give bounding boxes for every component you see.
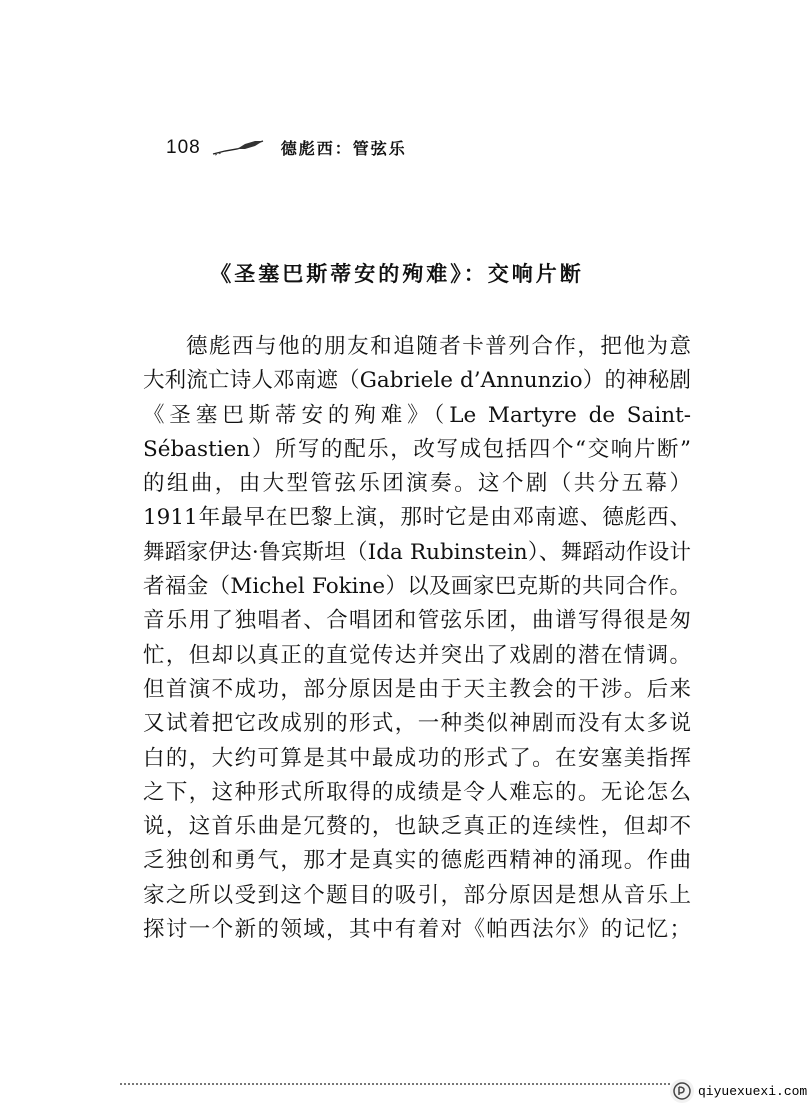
body-line: 但首演不成功，部分原因是由于天主教会的干涉。后来 [143,676,691,702]
body-line: 德彪西与他的朋友和追随者卡普列合作，把他为意 [186,334,691,359]
body-line: 者福金（Michel Fokine）以及画家巴克斯的共同合作。 [143,574,691,600]
running-header [166,136,407,159]
watermark [670,1079,807,1103]
body-line: 大利流亡诗人邓南遮（Gabriele d’Annunzio）的神秘剧 [143,368,691,394]
body-line: 又试着把它改成别的形式，一种类似神剧而没有太多说 [143,711,691,737]
qiyue-logo-icon [670,1079,694,1103]
body-line: 的组曲，由大型管弦乐团演奏。这个剧（共分五幕） [143,471,691,497]
body-line: 忙，但却以真正的直觉传达并突出了戏剧的潜在情调。 [143,642,691,668]
body-line: 1911年最早在巴黎上演，那时它是由邓南遮、德彪西、 [143,505,691,531]
section-title: 《圣塞巴斯蒂安的殉难》：交响片断 [210,262,584,286]
body-paragraph [143,330,691,947]
quill-pen-icon [211,138,265,158]
body-line: 乏独创和勇气，那才是真实的德彪西精神的涌现。作曲 [143,848,691,874]
footer-divider [120,1083,670,1087]
body-line: 探讨一个新的领域，其中有着对《帕西法尔》的记忆； [143,917,691,943]
body-line: 家之所以受到这个题目的吸引，部分原因是想从音乐上 [143,882,691,908]
body-line: 舞蹈家伊达·鲁宾斯坦（Ida Rubinstein）、舞蹈动作设计 [143,539,691,565]
page-number: 108 [166,136,201,158]
body-line: 之下，这种形式所取得的成绩是令人难忘的。无论怎么 [143,779,691,805]
running-title: 德彪西：管弦乐 [280,139,407,158]
body-line: 音乐用了独唱者、合唱团和管弦乐团，曲谱写得很是匆 [143,608,691,634]
body-line: Sébastien）所写的配乐，改写成包括四个“交响片断” [143,436,691,462]
body-line: 说，这首乐曲是冗赘的，也缺乏真正的连续性，但却不 [143,814,691,840]
body-line: 《圣塞巴斯蒂安的殉难》（Le Martyre de Saint- [143,402,691,428]
body-line: 白的，大约可算是其中最成功的形式了。在安塞美指挥 [143,745,691,771]
watermark-text: qiyuexuexi.com [698,1083,807,1099]
